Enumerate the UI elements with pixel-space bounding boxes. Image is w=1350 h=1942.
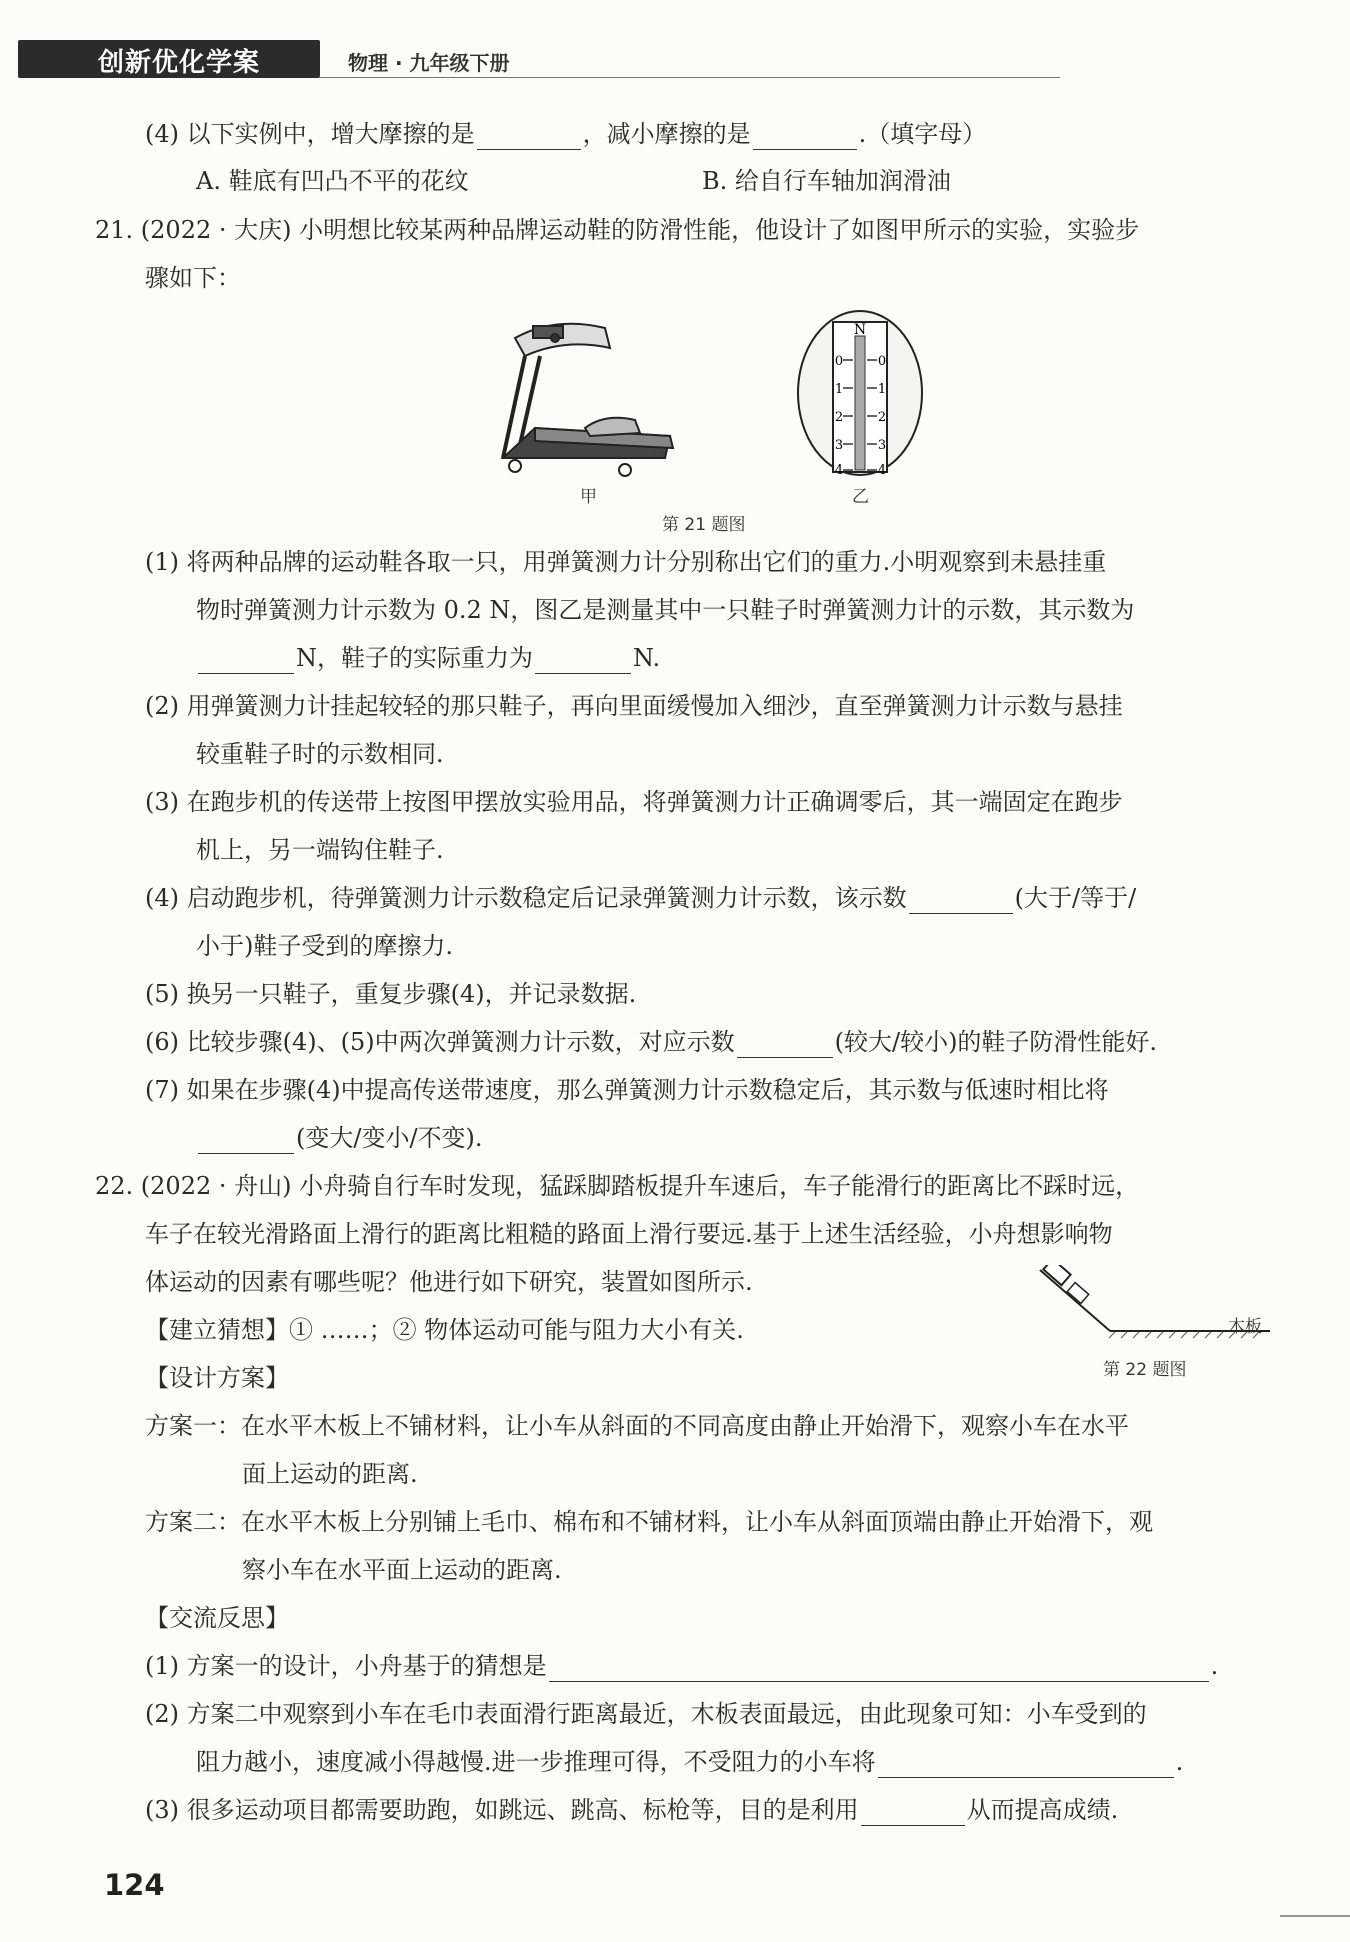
q22-r3-text-a: (3) 很多运动项目都需要助跑，如跳远、跳高、标枪等，目的是利用	[145, 1796, 859, 1824]
fig22-caption: 第 22 题图	[1103, 1360, 1187, 1380]
q22-stem-line2: 车子在较光滑路面上滑行的距离比粗糙的路面上滑行要远.基于上述生活经验，小舟想影响物	[145, 1220, 1113, 1248]
fig21-caption: 第 21 题图	[662, 515, 746, 535]
q22-reflect-heading: 【交流反思】	[145, 1604, 289, 1632]
q21-step1-text-a: N，鞋子的实际重力为	[296, 644, 533, 672]
answer-blank[interactable]	[535, 649, 631, 674]
q20-part4	[145, 118, 986, 150]
q21-step4-text-a: (4) 启动跑步机，待弹簧测力计示数稳定后记录弹簧测力计示数，该示数	[145, 884, 907, 912]
answer-blank[interactable]	[878, 1753, 1174, 1778]
q21-step4-text-b: (大于/等于/	[1014, 884, 1137, 912]
q22-r2-text-a: 阻力越小，速度减小得越慢.进一步推理可得，不受阻力的小车将	[196, 1748, 876, 1776]
answer-blank[interactable]	[549, 1657, 1209, 1682]
q22-guess: 【建立猜想】① ……；② 物体运动可能与阻力大小有关.	[145, 1316, 744, 1344]
q21-step7-text: (变大/变小/不变).	[296, 1124, 483, 1152]
q22-r1-text-a: (1) 方案一的设计，小舟基于的猜想是	[145, 1652, 547, 1680]
scale-tick-left-0: 0	[834, 354, 844, 369]
q21-step2-line1: (2) 用弹簧测力计挂起较轻的那只鞋子，再向里面缓慢加入细沙，直至弹簧测力计示数与悬挂	[145, 692, 1123, 720]
q22-r1-text-b: .	[1210, 1652, 1219, 1680]
q22-reflect2-line2	[196, 1746, 1183, 1778]
q21-stem-line1: 21. (2022 · 大庆) 小明想比较某两种品牌运动鞋的防滑性能，他设计了如图甲所示的实验，实验步	[95, 216, 1140, 244]
q22-reflect2-line1: (2) 方案二中观察到小车在毛巾表面滑行距离最近，木板表面最远，由此现象可知：小车受到的	[145, 1700, 1147, 1728]
q21-step6-text-b: (较大/较小)的鞋子防滑性能好.	[834, 1028, 1158, 1056]
q22-r2-text-b: .	[1175, 1748, 1184, 1776]
treadmill-figure	[495, 308, 695, 480]
q20-option-a: A. 鞋底有凹凸不平的花纹	[196, 167, 469, 195]
spring-scale-unit: N	[853, 322, 867, 338]
q20-p4-text-a: (4) 以下实例中，增大摩擦的是	[145, 120, 475, 148]
q20-p4-text-b: ，减小摩擦的是	[582, 120, 751, 148]
fig22-board-label: 木板	[1228, 1317, 1262, 1337]
header-rule	[320, 77, 1060, 78]
brand-banner	[18, 40, 320, 78]
scale-tick-right-4: 4	[877, 463, 887, 478]
q21-step1-text-b: N.	[633, 644, 661, 672]
q22-plan1-line1: 方案一：在水平木板上不铺材料，让小车从斜面的不同高度由静止开始滑下，观察小车在水平	[145, 1412, 1129, 1440]
footer-rule	[1280, 1915, 1350, 1917]
q21-step3-line2: 机上，另一端钩住鞋子.	[196, 836, 444, 864]
scale-tick-left-3: 3	[834, 438, 844, 453]
scale-tick-left-4: 4	[834, 463, 844, 478]
answer-blank[interactable]	[198, 1129, 294, 1154]
q20-p4-text-c: .（填字母）	[858, 120, 987, 148]
q22-reflect3	[145, 1794, 1118, 1826]
answer-blank[interactable]	[198, 649, 294, 674]
spring-scale-figure	[795, 308, 925, 478]
q21-step5: (5) 换另一只鞋子，重复步骤(4)，并记录数据.	[145, 980, 637, 1008]
q21-step6	[145, 1026, 1157, 1058]
q22-plan2-line2: 察小车在水平面上运动的距离.	[242, 1556, 562, 1584]
answer-blank[interactable]	[477, 125, 581, 150]
q22-reflect1	[145, 1650, 1218, 1682]
q21-step1-line2: 物时弹簧测力计示数为 0.2 N，图乙是测量其中一只鞋子时弹簧测力计的示数，其示数为	[196, 596, 1135, 624]
fig21-label-yi: 乙	[852, 487, 869, 507]
q22-design-heading: 【设计方案】	[145, 1364, 289, 1392]
q21-step4-line2: 小于)鞋子受到的摩擦力.	[196, 932, 453, 960]
q22-plan1-line2: 面上运动的距离.	[242, 1460, 418, 1488]
page-number: 124	[104, 1868, 165, 1902]
q22-r3-text-b: 从而提高成绩.	[966, 1796, 1119, 1824]
scale-tick-right-2: 2	[877, 410, 887, 425]
page-header	[18, 40, 1073, 82]
subject-title: 物理 · 九年级下册	[348, 51, 510, 75]
q21-step7-line2	[196, 1122, 483, 1154]
scale-tick-right-1: 1	[877, 382, 887, 397]
q21-step7-line1: (7) 如果在步骤(4)中提高传送带速度，那么弹簧测力计示数稳定后，其示数与低速时相比将	[145, 1076, 1109, 1104]
scale-tick-right-3: 3	[877, 438, 887, 453]
q21-stem-line2: 骤如下：	[145, 264, 241, 292]
q22-stem-line3: 体运动的因素有哪些呢？他进行如下研究，装置如图所示.	[145, 1268, 753, 1296]
q22-plan2-line1: 方案二：在水平木板上分别铺上毛巾、棉布和不铺材料，让小车从斜面顶端由静止开始滑下，观	[145, 1508, 1153, 1536]
q21-step6-text-a: (6) 比较步骤(4)、(5)中两次弹簧测力计示数，对应示数	[145, 1028, 735, 1056]
q20-option-b: B. 给自行车轴加润滑油	[702, 167, 951, 195]
q21-step4-line1	[145, 882, 1136, 914]
q21-step1-line3	[196, 642, 660, 674]
answer-blank[interactable]	[861, 1801, 965, 1826]
q21-step1-line1: (1) 将两种品牌的运动鞋各取一只，用弹簧测力计分别称出它们的重力.小明观察到未悬挂重	[145, 548, 1107, 576]
answer-blank[interactable]	[909, 889, 1013, 914]
answer-blank[interactable]	[737, 1033, 833, 1058]
q22-stem-line1: 22. (2022 · 舟山) 小舟骑自行车时发现，猛踩脚踏板提升车速后，车子能滑行的距离比不踩时远，	[95, 1172, 1140, 1200]
brand-title: 创新优化学案	[98, 48, 261, 78]
q21-step2-line2: 较重鞋子时的示数相同.	[196, 740, 444, 768]
scale-tick-left-1: 1	[834, 382, 844, 397]
answer-blank[interactable]	[753, 125, 857, 150]
scale-tick-left-2: 2	[834, 410, 844, 425]
fig21-label-jia: 甲	[580, 487, 597, 507]
q21-step3-line1: (3) 在跑步机的传送带上按图甲摆放实验用品，将弹簧测力计正确调零后，其一端固定在跑步	[145, 788, 1123, 816]
scale-tick-right-0: 0	[877, 354, 887, 369]
